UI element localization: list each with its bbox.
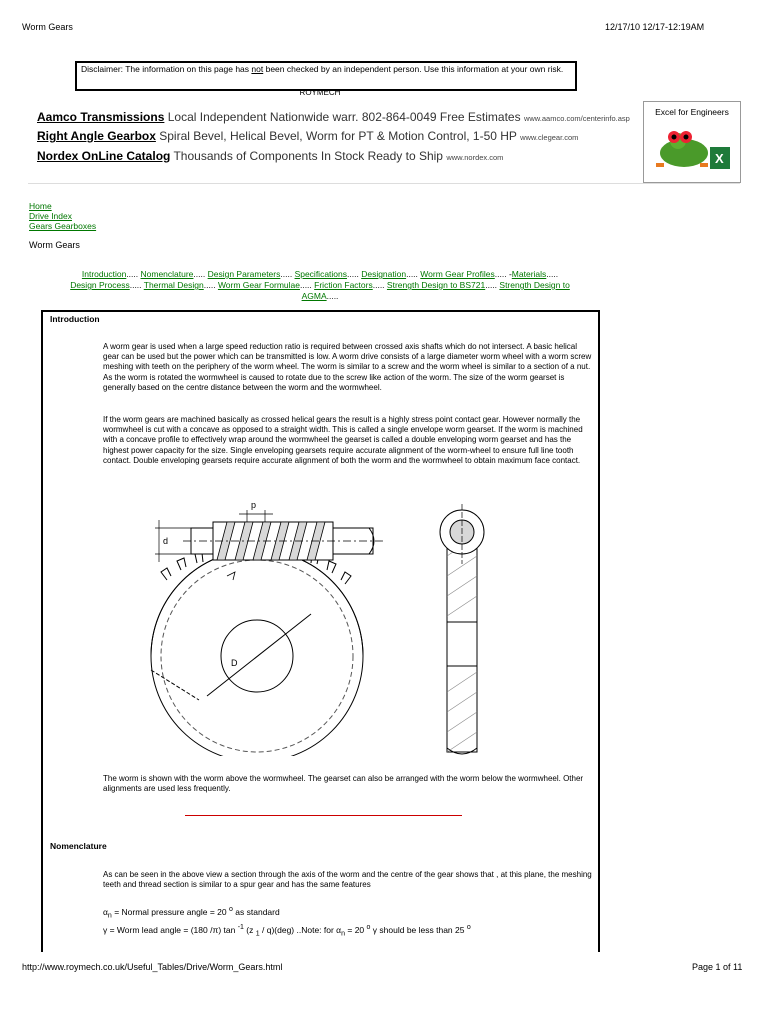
- print-footer-url: http://www.roymech.co.uk/Useful_Tables/Drive/Worm_Gears.html: [22, 962, 283, 972]
- formula-lead-angle: γ = Worm lead angle = (180 /π) tan $^{-1}$ (z $_1$ / q)(deg) ..Note: for $\alpha_n = 20$ $^o$ γ should be less than 25 $^o$: [103, 924, 471, 938]
- print-header-title: Worm Gears: [22, 22, 73, 32]
- ad-right-angle-desc: Spiral Bevel, Helical Bevel, Worm for PT & Motion Control, 1-50 HP: [155, 129, 521, 143]
- worm-gear-diagram: [143, 496, 493, 756]
- nav-drive-index-link[interactable]: Drive Index: [29, 211, 72, 221]
- header-divider: [28, 183, 740, 184]
- content-panel: [41, 310, 600, 952]
- ad-aamco-desc: Local Independent Nationwide warr. 802-864-0049 Free Estimates: [164, 110, 524, 124]
- excel-ad-title: Excel for Engineers: [655, 107, 729, 117]
- site-name: ROYMECH: [299, 88, 341, 97]
- intro-paragraph-2: If the worm gears are machined basically as crossed helical gears the result is a highly stress point contact gear. However normally the wormwheel is cut with a concave as opposed to a straight width. This is called a single envelope worm gearset. If the worm is machined with a concave profile to effectively wrap around the wormwheel the gearset is called a double enveloping worm gearset and has the highest power capacity for the size. Single enveloping gearsets require accurate alignment of the worm-wheel to ensure full line tooth contact. Double enveloping gearsets require accurate alignment of both the worm and the wormwheel to obtain maximum face contact.: [103, 415, 583, 465]
- link-worm-gear-formulae[interactable]: Worm Gear Formulae: [217, 280, 300, 290]
- worm-screw-drawing: [155, 510, 383, 562]
- disclaimer-emphasis: not: [251, 64, 264, 74]
- nav-gears-link[interactable]: Gears Gearboxes: [29, 221, 97, 231]
- label-d: d: [163, 536, 169, 546]
- disclaimer-text-end: been checked by an independent person. Use this information at your own risk.: [263, 64, 564, 74]
- ad-right-angle-title[interactable]: Right Angle Gearbox: [37, 129, 156, 143]
- link-strength-bs721[interactable]: Strength Design to BS721: [386, 280, 486, 290]
- ad-aamco-title[interactable]: Aamco Transmissions: [37, 110, 165, 124]
- ad-right-angle[interactable]: [37, 129, 578, 143]
- intro-paragraph-3: The worm is shown with the worm above the wormwheel. The gearset can also be arranged with the worm below the wormwheel. Other alignments are used less frequently.: [103, 774, 584, 794]
- svg-text:X: X: [715, 151, 724, 166]
- link-designation[interactable]: Designation: [361, 269, 407, 279]
- disclaimer-text-start: Disclaimer: The information on this page has: [81, 64, 252, 74]
- excel-for-engineers-ad[interactable]: [643, 101, 741, 183]
- link-nomenclature[interactable]: Nomenclature: [140, 269, 194, 279]
- intro-paragraph-1: A worm gear is used when a large speed reduction ratio is required between crossed axis shafts which do not intersect. A basic helical gear can be used but the power which can be transmitted is low. A worm drive consists of a large diameter worm wheel with a worm screw meshing with teeth on the periphery of the worm wheel. The worm is similar to a screw and the worm wheel is similar to a section of a nut. As the worm is rotated the wormwheel is caused to rotate due to the screw like action of the worm. The size of the worm gearset is generally based on the centre distance between the worm and the wormwheel.: [103, 342, 592, 392]
- nav-home-link[interactable]: Home: [29, 201, 52, 211]
- nomenclature-paragraph: As can be seen in the above view a section through the axis of the worm and the centre of the gear shows that , at this plane, the meshing teeth and thread section is similar to a spur gear and has the same features: [103, 870, 592, 890]
- link-thermal-design[interactable]: Thermal Design: [143, 280, 204, 290]
- page-title: Worm Gears: [29, 240, 80, 250]
- ad-aamco[interactable]: [37, 110, 630, 124]
- nomenclature-heading: Nomenclature: [50, 841, 107, 851]
- section-links-row-3: AGMA.....: [301, 291, 339, 301]
- ad-right-angle-url[interactable]: www.clegear.com: [520, 133, 579, 142]
- section-links-row-2: Design Process..... Thermal Design..... Worm Gear Formulae..... Friction Factors..... Strength Design to BS721..... Strength Design to: [70, 280, 570, 290]
- link-agma[interactable]: AGMA: [301, 291, 327, 301]
- formula-pressure-angle: $\alpha_n$ = Normal pressure angle = 20 $^o$ as standard: [103, 906, 280, 920]
- breadcrumb-nav: [29, 201, 96, 231]
- print-footer-page: Page 1 of 11: [692, 962, 743, 972]
- link-friction-factors[interactable]: Friction Factors: [314, 280, 373, 290]
- ad-nordex-url[interactable]: www.nordex.com: [446, 153, 504, 162]
- intro-heading: Introduction: [50, 314, 100, 324]
- section-divider: [185, 815, 462, 816]
- ad-aamco-url[interactable]: www.aamco.com/centerinfo.asp: [523, 114, 630, 123]
- link-strength-to[interactable]: Strength Design to: [499, 280, 570, 290]
- link-specifications[interactable]: Specifications: [294, 269, 348, 279]
- ad-nordex[interactable]: [37, 149, 503, 163]
- ad-nordex-title[interactable]: Nordex OnLine Catalog: [37, 149, 171, 163]
- wormwheel-drawing: [151, 550, 363, 756]
- section-links-row-1: Introduction..... Nomenclature..... Design Parameters..... Specifications..... Designation..... Worm Gear Profiles..... -Materials.....: [81, 269, 559, 279]
- wormwheel-side-view: [440, 504, 484, 754]
- print-header-datetime: 12/17/10 12/17-12:19AM: [605, 22, 705, 32]
- disclaimer-box: [75, 61, 577, 91]
- link-materials[interactable]: Materials: [511, 269, 547, 279]
- link-introduction[interactable]: Introduction: [81, 269, 127, 279]
- frog-icon: [644, 117, 740, 177]
- link-design-process[interactable]: Design Process: [70, 280, 130, 290]
- label-p: p: [251, 500, 257, 510]
- link-design-parameters[interactable]: Design Parameters: [207, 269, 281, 279]
- label-D: D: [231, 658, 238, 668]
- link-worm-gear-profiles[interactable]: Worm Gear Profiles: [420, 269, 495, 279]
- ad-nordex-desc: Thousands of Components In Stock Ready to Ship: [170, 149, 447, 163]
